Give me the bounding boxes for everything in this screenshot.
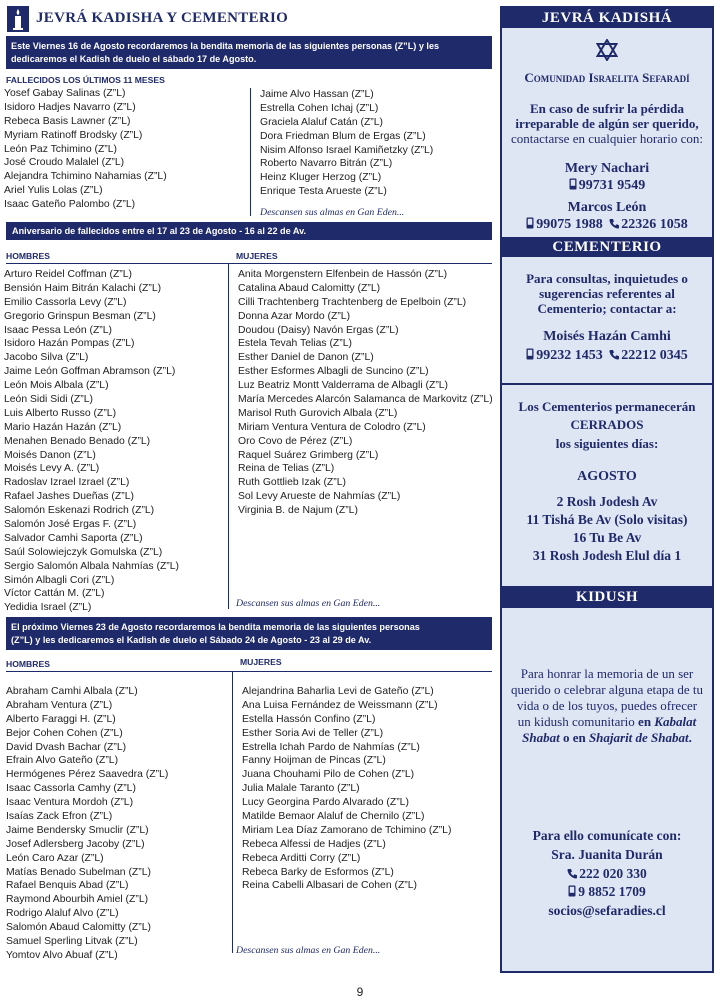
list-item: Roberto Navarro Bitrán (Z”L)	[260, 158, 393, 170]
kidush-mobile: 9 8852 1709	[578, 884, 646, 899]
kidush-mobile-row	[502, 884, 712, 900]
list-item: Sergio Salomón Albala Nahmías (Z”L)	[4, 560, 179, 572]
list-item: Doudou (Daisy) Navón Ergas (Z”L)	[238, 324, 399, 336]
candle-icon-box	[7, 6, 29, 32]
kidush-contact-name: Sra. Juanita Durán	[551, 847, 663, 862]
list-item: Mario Hazán Hazán (Z”L)	[4, 421, 122, 433]
telephone-icon	[567, 868, 577, 879]
list-item: Rafael Jashes Dueñas (Z”L)	[4, 491, 134, 503]
list-item: Luz Beatriz Montt Valderrama de Albagli (Z”L)	[238, 380, 449, 392]
list-item: Estrella Cohen Ichaj (Z”L)	[260, 102, 379, 114]
list-item: Isaac Cassorla Camhy (Z”L)	[6, 783, 136, 795]
list-item: Rafael Benquis Abad (Z”L)	[6, 880, 129, 892]
jevra-intro	[506, 101, 708, 146]
list-item: Víctor Cattán M. (Z”L)	[4, 588, 105, 600]
kidush-contact-intro: Para ello comunícate con:	[532, 828, 682, 843]
list-item: Alejandrina Baharlia Levi de Gateño (Z”L)	[242, 686, 434, 697]
list-item: Nisim Alfonso Israel Kamiñetzky (Z”L)	[260, 144, 434, 156]
kidush-text-en-1: en	[638, 714, 652, 729]
notice-1-line-1: Este Viernes 16 de Agosto recordaremos la bendita memoria de las siguientes personas (Z”L) y les	[11, 41, 440, 51]
contact-1-mobile-row	[502, 178, 712, 194]
list-item: Estela Tevah Telias (Z”L)	[238, 338, 352, 350]
list-item: Matías Benado Subelman (Z”L)	[6, 866, 151, 878]
list-item: Simón Albagli Cori (Z”L)	[4, 574, 115, 586]
cementerio-contact-name: Moisés Hazán Camhi	[543, 329, 671, 344]
list-item: Arturo Reidel Coffman (Z”L)	[4, 269, 133, 280]
kidush-email[interactable]: socios@sefaradies.cl	[548, 903, 666, 918]
list-item: Oro Covo de Pérez (Z”L)	[238, 435, 353, 447]
list-item: Heinz Kluger Herzog (Z”L)	[260, 172, 382, 184]
aniversario-1-mujeres-heading: MUJERES	[236, 251, 278, 261]
kidush-text-o: o	[562, 730, 570, 745]
list-item: Yosef Gabay Salinas (Z”L)	[4, 88, 126, 99]
kidush-kabalat: Kabalat Shabat	[522, 714, 697, 745]
list-item: Marisol Ruth Gurovich Albala (Z”L)	[238, 407, 398, 419]
list-item: Ruth Gottlieb Izak (Z”L)	[238, 477, 346, 489]
list-item: Rebeca Basis Lawner (Z”L)	[4, 115, 131, 127]
sidebar-divider	[502, 383, 712, 385]
organization-name: Comunidad Israelita Sefaradí	[524, 70, 690, 85]
fallecidos-closing: Descansen sus almas en Gan Eden...	[260, 207, 405, 218]
list-item: Estrella Ichah Pardo de Nahmías (Z”L)	[242, 741, 420, 753]
kidush-phone: 222 020 330	[579, 866, 647, 881]
aniversario-1-hombres-heading: HOMBRES	[6, 251, 50, 261]
aniversario-2-mujeres-list	[242, 685, 451, 893]
fallecidos-divider	[250, 88, 251, 216]
aniversario-2-closing: Descansen sus almas en Gan Eden...	[236, 945, 381, 956]
list-item: Isaac Ventura Mordoh (Z”L)	[6, 797, 134, 809]
list-item: Samuel Sperling Litvak (Z”L)	[6, 936, 138, 948]
notice-1-line-2: dedicaremos el Kadish de duelo el sábado 17 de Agosto.	[11, 53, 257, 64]
list-item: Rebeca Arditti Corry (Z”L)	[242, 852, 361, 864]
list-item: Estella Hassón Confino (Z”L)	[242, 713, 376, 725]
aniversario-1-divider	[228, 263, 229, 609]
aniversario-2-hombres-list	[6, 685, 168, 963]
list-item: Isaac Pessa León (Z”L)	[4, 324, 112, 336]
jevra-intro-bold: En caso de sufrir la pérdida irreparable de algún ser querido,	[515, 101, 699, 131]
cierre-line-1: Los Cementerios permanecerán	[518, 399, 696, 414]
list-item: León Mois Albala (Z”L)	[4, 380, 109, 392]
jevra-kadisha-header: JEVRÁ KADISHÁ	[502, 8, 712, 28]
mobile-phone-icon	[568, 885, 576, 897]
list-item: Abraham Camhi Albala (Z”L)	[6, 686, 138, 697]
list-item: Gregorio Grinspun Besman (Z”L)	[4, 310, 156, 322]
cierre-day: 11 Tishá Be Av (Solo visitas)	[526, 512, 688, 527]
kidush-header: KIDUSH	[502, 586, 712, 608]
kidush-phone-row	[502, 866, 712, 882]
list-item: Radoslav Izrael Izrael (Z”L)	[4, 477, 130, 489]
kidush-text	[510, 666, 704, 746]
sidebar	[500, 6, 714, 973]
list-item: Rebeca Alfessi de Hadjes (Z”L)	[242, 838, 386, 850]
cementerio-phones-row	[502, 348, 712, 364]
list-item: Rebeca Barky de Esformos (Z”L)	[242, 866, 394, 878]
list-item: Juana Chouhami Pilo de Cohen (Z”L)	[242, 769, 415, 781]
list-item: Isidoro Hazán Pompas (Z”L)	[4, 338, 135, 350]
contact-2-name: Marcos León	[567, 200, 647, 215]
list-item: Emilio Cassorla Levy (Z”L)	[4, 296, 127, 308]
list-item: Donna Azar Mordo (Z”L)	[238, 310, 351, 322]
list-item: José Croudo Malalel (Z”L)	[4, 157, 125, 169]
fallecidos-right-list	[260, 88, 433, 199]
jevra-intro-rest: contactarse en cualquier horario con:	[510, 131, 704, 146]
contact-2-phone: 22326 1058	[621, 217, 688, 232]
list-item: Miriam Lea Díaz Zamorano de Tchimino (Z”L)	[242, 824, 452, 836]
list-item: Graciela Alaluf Catán (Z”L)	[260, 116, 384, 128]
list-item: Salomón José Ergas F. (Z”L)	[4, 519, 137, 531]
list-item: Sol Levy Arueste de Nahmías (Z”L)	[238, 491, 401, 503]
list-item: Anita Morgenstern Elfenbein de Hassón (Z”L)	[238, 269, 448, 280]
cierre-line-3: los siguientes días:	[555, 436, 659, 451]
aniversario-1-mujeres-list	[238, 268, 493, 518]
list-item: Catalina Abaud Calomitty (Z”L)	[238, 282, 381, 294]
cementerio-mobile: 99232 1453	[536, 348, 603, 363]
notice-2-line-1: El próximo Viernes 23 de Agosto recordaremos la bendita memoria de las siguientes personas	[11, 622, 420, 632]
list-item: Menahen Benado Benado (Z”L)	[4, 435, 151, 447]
aniversario-2-heading-rule	[6, 671, 492, 672]
list-item: Cilli Trachtenberg Trachtenberg de Epelboin (Z”L)	[238, 296, 467, 308]
mobile-phone-icon	[569, 178, 577, 190]
list-item: Isaías Zack Efron (Z”L)	[6, 811, 113, 823]
list-item: Moisés Levy A. (Z”L)	[4, 463, 100, 475]
notice-2-line-2: (Z”L) y les dedicaremos el Kadish de duelo el Sábado 24 de Agosto - 23 al 29 de Av.	[11, 634, 372, 645]
kidush-text-en-2: en	[572, 730, 586, 745]
aniversario-2-mujeres-heading: MUJERES	[240, 657, 282, 667]
candle-icon	[7, 6, 29, 32]
list-item: Moisés Danon (Z”L)	[4, 449, 96, 461]
list-item: Yedidia Israel (Z”L)	[4, 602, 92, 614]
list-item: Jaime León Goffman Abramson (Z”L)	[4, 366, 176, 378]
mobile-phone-icon	[526, 217, 534, 229]
list-item: Yomtov Alvo Abuaf (Z”L)	[6, 949, 118, 961]
list-item: Hermógenes Pérez Saavedra (Z”L)	[6, 769, 169, 781]
list-item: Ariel Yulis Lolas (Z”L)	[4, 185, 103, 197]
contact-2-mobile: 99075 1988	[536, 217, 603, 232]
aniversario-1-hombres-list	[4, 268, 179, 615]
aniversario-2-divider	[232, 671, 233, 953]
fallecidos-left-list	[4, 87, 167, 212]
contact-2-phones-row	[502, 217, 712, 233]
list-item: Bejor Cohen Cohen (Z”L)	[6, 727, 123, 739]
list-item: Miriam Ventura Ventura de Colodro (Z”L)	[238, 421, 426, 433]
kidush-text-end: .	[688, 730, 692, 745]
cierre-month: AGOSTO	[577, 469, 637, 484]
list-item: David Dvash Bachar (Z”L)	[6, 741, 127, 753]
list-item: Bensión Haim Bitrán Kalachi (Z”L)	[4, 282, 162, 294]
cierre-day: 2 Rosh Jodesh Av	[556, 494, 658, 509]
list-item: Dora Friedman Blum de Ergas (Z”L)	[260, 130, 426, 142]
fallecidos-heading: FALLECIDOS LOS ÚLTIMOS 11 MESES	[6, 75, 165, 85]
aniversario-1-closing: Descansen sus almas en Gan Eden...	[236, 598, 381, 609]
list-item: Salvador Camhi Saporta (Z”L)	[4, 532, 143, 544]
aniversario-1-heading-rule	[6, 263, 492, 264]
page-title: JEVRÁ KADISHA Y CEMENTERIO	[36, 10, 289, 26]
list-item: Myriam Ratinoff Brodsky (Z”L)	[4, 129, 143, 141]
cementerio-header: CEMENTERIO	[502, 237, 712, 257]
list-item: León Sidi Sidi (Z”L)	[4, 394, 93, 406]
cierre-line-2: CERRADOS	[570, 417, 644, 432]
contact-1-mobile: 99731 9549	[578, 178, 646, 193]
list-item: Esther Soria Avi de Teller (Z”L)	[242, 727, 384, 739]
list-item: Raymond Abourbih Amiel (Z”L)	[6, 894, 149, 906]
list-item: María Mercedes Alarcón Salamanca de Markovitz (Z”L)	[238, 394, 493, 406]
list-item: Jaime Alvo Hassan (Z”L)	[260, 89, 374, 100]
cementerio-intro: Para consultas, inquietudes o sugerencias referentes al Cementerio; contactar a:	[526, 271, 688, 316]
list-item: Salomón Eskenazi Rodrich (Z”L)	[4, 505, 155, 517]
list-item: Esther Esformes Albagli de Suncino (Z”L)	[238, 366, 429, 378]
aniversario-banner-1: Aniversario de fallecidos entre el 17 al 23 de Agosto - 16 al 22 de Av.	[6, 222, 492, 240]
list-item: Reina de Telias (Z”L)	[238, 463, 335, 475]
list-item: Fanny Hoijman de Pincas (Z”L)	[242, 755, 386, 767]
kidush-text-plain: Para honrar la memoria de un ser querido o celebrar alguna etapa de tu vida o de los tuyos, puedes ofrecer un kidush comunitario	[510, 666, 704, 729]
list-item: Alberto Faraggi H. (Z”L)	[6, 713, 116, 725]
list-item: Julia Malale Taranto (Z”L)	[242, 783, 360, 795]
cierre-day: 31 Rosh Jodesh Elul día 1	[532, 548, 682, 563]
cementerio-phone: 22212 0345	[621, 348, 688, 363]
list-item: Raquel Suárez Grimberg (Z”L)	[238, 449, 379, 461]
list-item: Esther Daniel de Danon (Z”L)	[238, 352, 374, 364]
contact-1-name: Mery Nachari	[564, 161, 650, 176]
list-item: Salomón Abaud Calomitty (Z”L)	[6, 922, 151, 934]
list-item: Ana Luisa Fernández de Weissmann (Z”L)	[242, 699, 438, 711]
list-item: Jaime Bendersky Smuclir (Z”L)	[6, 824, 149, 836]
list-item: León Paz Tchimino (Z”L)	[4, 143, 117, 155]
list-item: León Caro Azar (Z”L)	[6, 852, 104, 864]
telephone-icon	[609, 349, 619, 360]
list-item: Isaac Gateño Palombo (Z”L)	[4, 199, 136, 211]
list-item: Isidoro Hadjes Navarro (Z”L)	[4, 101, 136, 113]
notice-banner-1	[6, 36, 492, 69]
list-item: Efrain Alvo Gateño (Z”L)	[6, 755, 119, 767]
list-item: Abraham Ventura (Z”L)	[6, 699, 113, 711]
list-item: Virginia B. de Najum (Z”L)	[238, 505, 358, 517]
star-of-david-icon	[596, 39, 618, 61]
list-item: Reina Cabelli Albasari de Cohen (Z”L)	[242, 880, 417, 892]
list-item: Saúl Solowiejczyk Gomulska (Z”L)	[4, 546, 163, 558]
aniversario-2-hombres-heading: HOMBRES	[6, 659, 50, 669]
list-item: Matilde Bemaor Alaluf de Chernilo (Z”L)	[242, 811, 425, 823]
page-number: 9	[356, 985, 364, 999]
notice-banner-2	[6, 617, 492, 650]
mobile-phone-icon	[526, 348, 534, 360]
telephone-icon	[609, 218, 619, 229]
list-item: Rodrigo Alaluf Alvo (Z”L)	[6, 908, 119, 920]
list-item: Luis Alberto Russo (Z”L)	[4, 407, 117, 419]
list-item: Josef Adlersberg Jacoby (Z”L)	[6, 838, 145, 850]
list-item: Alejandra Tchimino Nahamias (Z”L)	[4, 171, 167, 183]
cierre-day: 16 Tu Be Av	[572, 530, 642, 545]
list-item: Jacobo Silva (Z”L)	[4, 352, 89, 364]
kidush-shajarit: Shajarit de Shabat	[588, 730, 689, 745]
list-item: Enrique Testa Arueste (Z”L)	[260, 186, 387, 198]
list-item: Lucy Georgina Pardo Alvarado (Z”L)	[242, 797, 409, 809]
